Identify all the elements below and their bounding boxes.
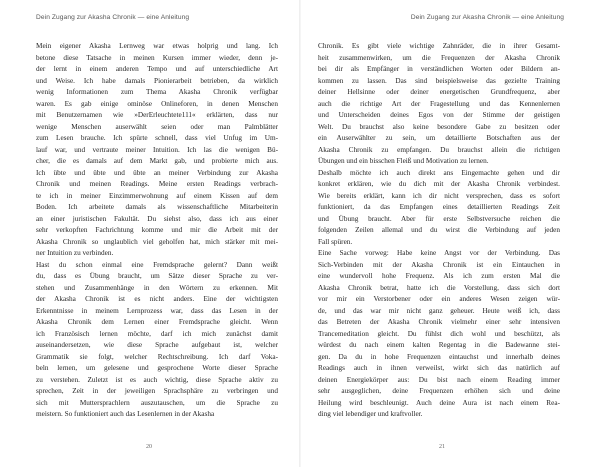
text-line: Mein eigener Akasha Lernweg war etwas holprig und lang. Ich	[36, 42, 278, 50]
text-line: Boden. Ich arbeitete damals als wissenschaftliche Mitarbeiterin	[36, 203, 278, 211]
text-line: wenige Menschen auserwählt seien oder man Palmblätter	[36, 122, 278, 131]
text-line: und Unterscheiden deines Egos von der Stimme der geistigen	[318, 111, 560, 119]
text-line: und Übung braucht. Aber für erste Selbstversuche reichen die	[318, 214, 560, 223]
text-line: sehr verkopften Fachrichtung komme und mir die Arbeit mit der	[36, 226, 278, 234]
text-line: Welt. Du brauchst also keine besondere Gabe zu besitzen oder	[318, 122, 560, 131]
page-number-right: 21	[439, 444, 445, 450]
text-line: beln lernen, um gelesene und gesprochene Worte dieser Sprache	[36, 364, 278, 372]
text-line: an einer juristischen Fakultät. Du siehst also, dass ich aus einer	[36, 214, 278, 223]
text-line: betone diese Tatsache in meinen Kursen immer wieder, denn je-	[36, 53, 278, 62]
right-page-body	[318, 41, 560, 421]
right-page	[300, 0, 600, 467]
text-line: das Betreten der Akasha Chronik vielmehr einer sehr intensiven	[318, 318, 560, 326]
text-line: Ich übte und übte und übte an meiner Verbindung zur Akasha	[36, 168, 278, 177]
text-line: Chronik. Es gibt viele wichtige Zahnräder, die in ihrer Gesamt-	[318, 42, 560, 50]
text-line: stehen und Zusammenhänge in den Wörtern zu erkennen. Mit	[36, 283, 278, 292]
text-line: Heilung wird beschleunigt. Auch deine Aura ist nach einem Rea-	[318, 398, 560, 407]
text-line: wenig Informationen zum Thema Akasha Chronik verfügbar	[36, 88, 278, 96]
text-line: sprechen, Zeit in der jeweiligen Sprachsphäre zu verbringen und	[36, 387, 278, 395]
text-line: Akasha Chronik betrat, hatte ich die Vorstellung, dass sich dort	[318, 283, 560, 292]
text-line: gen. Da du in hohe Frequenzen eintauchst und innerhalb deines	[318, 352, 560, 361]
text-line: meistern. So funktioniert auch das Lesenlernen in der Akasha	[36, 410, 215, 418]
text-line: ner Intuition zu verbinden.	[36, 249, 114, 257]
left-page-body	[36, 41, 278, 421]
text-line: bei dir als Empfänger in verständlichen Worten oder Bildern an-	[318, 65, 560, 73]
text-line: zum Lesen brauche. Ich spürte schnell, dass viel Unfug im Um-	[36, 134, 278, 142]
text-line: mit Benutzernamen wie »DerErleuchtete111« erklärten, dass nur	[36, 111, 278, 119]
text-line: Deshalb möchte ich auch direkt ans Eingemachte gehen und dir	[318, 168, 560, 177]
text-line: Fall spüren.	[318, 237, 353, 246]
text-line: heit zusammenwirken, um die Frequenzen der Akasha Chronik	[318, 53, 560, 62]
text-line: folgenden Zeilen allemal und du wirst die Verbindung auf jeden	[318, 226, 560, 234]
text-line: Readings auch in ihnen verweilst, wirkt sich das natürlich auf	[318, 364, 560, 372]
text-line: Erkenntnisse in meinem Lernprozess war, dass das Lesen in der	[36, 306, 278, 315]
text-line: Akasha Chronik zu empfangen. Du brauchst allein die richtigen	[318, 145, 560, 154]
text-line: ich Französisch lernen möchte, darf ich mich zunächst damit	[36, 329, 278, 338]
text-line: würdest du nach einem kalten Regentag in die Badewanne stei-	[318, 341, 560, 349]
text-line: deinen Energiekörper aus: Du bist nach einem Reading immer	[318, 375, 560, 384]
text-line: ein Auserwählter zu sein, um detaillierte Botschaften aus der	[318, 134, 560, 142]
text-line: Akasha Chronik dem Lernen einer Fremdsprache gleicht. Wenn	[36, 318, 278, 326]
running-head-left: Dein Zugang zur Akasha Chronik — eine Anleitung	[36, 14, 190, 21]
text-line: sehr ausgeglichen, deine Frequenzen erhöhen sich und deine	[318, 387, 560, 395]
text-line: kommen zu lassen. Das sind beispielsweise das gezielte Training	[318, 76, 560, 85]
text-line: eine wundervoll hohe Frequenz. Als ich zum ersten Mal die	[318, 272, 560, 280]
text-line: Hast du schon einmal eine Fremdsprache gelernt? Dann weißt	[36, 260, 278, 269]
text-line: Chronik und meinen Readings. Meine ersten Readings verbrach-	[36, 180, 278, 188]
text-line: sich mit Muttersprachlern auszutauschen, um die Sprache zu	[36, 398, 278, 407]
text-line: auch die richtige Art der Fragestellung und das Kennenlernen	[318, 99, 560, 108]
text-line: Wie bereits erklärt, kann ich dir nicht versprechen, dass es sofort	[318, 191, 560, 200]
text-line: vor mir ein Verstorbener oder ein anderes Wesen zeigen wür-	[318, 295, 560, 303]
text-line: zu verstehen. Zuletzt ist es auch wichtig, diese Sprache aktiv zu	[36, 375, 278, 384]
text-line: Grammatik sie folgt, welcher Rechtschreibung. Ich darf Voka-	[36, 352, 278, 361]
text-line: du, dass es Übung braucht, um Sätze dieser Sprache zu ver-	[36, 272, 278, 280]
text-line: te ich in meiner Einzimmerwohnung auf einem Kissen auf dem	[36, 191, 278, 200]
text-line: waren. Es gab einige ominöse Onlineforen, in denen Menschen	[36, 99, 278, 108]
text-line: cher, die es damals auf dem Markt gab, und probierte mich aus.	[36, 157, 278, 165]
text-line: Trancemeditation gleicht. Du fühlst dich wohl und beschützt, als	[318, 329, 560, 338]
text-line: auseinandersetzen, wie diese Sprache aufgebaut ist, welcher	[36, 341, 278, 349]
text-line: de, und das war mir nicht ganz geheuer. Heute weiß ich, dass	[318, 306, 560, 315]
text-line: konkret erklären, wie du dich mit der Akasha Chronik verbindest.	[318, 180, 560, 188]
text-line: Übungen und ein bisschen Fleiß und Motivation zu lernen.	[318, 157, 489, 165]
text-line: lauf war, und vertraute meiner Intuition. Ich las die wenigen Bü-	[36, 145, 278, 154]
text-line: funktioniert, da das Empfangen eines detaillierten Readings Zeit	[318, 203, 560, 211]
text-line: der Akasha Chronik ist es nicht anders. Eine der wichtigsten	[36, 295, 278, 303]
page-number-left: 20	[146, 444, 152, 450]
text-line: und Weise. Ich habe damals Pionierarbeit betrieben, da wirklich	[36, 76, 278, 85]
running-head-right: Dein Zugang zur Akasha Chronik — eine Anleitung	[410, 14, 564, 21]
text-line: Sich-Verbinden mit der Akasha Chronik ist ein Eintauchen in	[318, 260, 560, 269]
text-line: ding viel lebendiger und kraftvoller.	[318, 410, 423, 418]
text-line: der lernt in einem anderen Tempo und auf unterschiedliche Art	[36, 65, 278, 73]
text-line: deiner Hellsinne oder deiner energetischen Grundfrequenz, aber	[318, 88, 560, 96]
text-line: Eine Sache vorweg: Habe keine Angst vor der Verbindung. Das	[318, 249, 560, 257]
text-line: Akasha Chronik so unglaublich viel geholfen hat, mich stärker mit mei-	[36, 237, 278, 246]
